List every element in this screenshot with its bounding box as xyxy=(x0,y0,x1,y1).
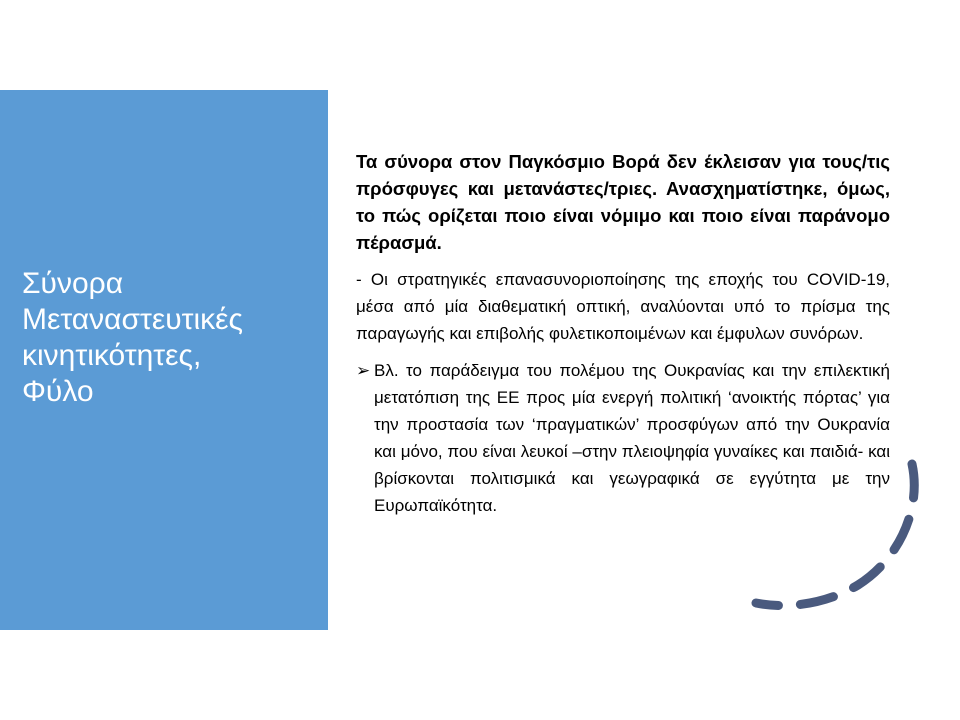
bullet-paragraph: Βλ. το παράδειγμα του πολέμου της Ουκρανίας και την επιλεκτική μετατόπιση της ΕΕ προς μία ενεργή πολιτική ‘ανοικτής πόρτας’ για την προστασία των ‘πραγματικών’ προσφύγων από την Ουκρανία και μόνο, που είναι λευκοί –στην πλειοψηφία γυναίκες και παιδιά- και βρίσκονται πολιτισμικά και γεωγραφικά σε εγγύτητα με την Ευρωπαϊκότητα. xyxy=(374,361,890,515)
dashed-arc-segment xyxy=(756,464,914,606)
slide-title xyxy=(22,266,322,410)
title-line: κινητικότητες, xyxy=(22,339,202,372)
lead-paragraph: Τα σύνορα στον Παγκόσμιο Βορά δεν έκλεισαν για τους/τις πρόσφυγες και μετανάστες/τριες. Ανασχηματίστηκε, όμως, το πώς ορίζεται ποιο είναι νόμιμο και ποιο είναι παράνομο πέρασμά. xyxy=(356,151,890,253)
dashed-arc-decoration xyxy=(740,450,940,620)
title-line: Μεταναστευτικές xyxy=(22,303,243,336)
dash-paragraph: - Οι στρατηγικές επανασυνοριοποίησης της εποχής του COVID-19, μέσα από μία διαθεματική οπτική, αναλύονται υπό το πρίσμα της παραγωγής και επιβολής φυλετικοποιμένων και έμφυλων συνόρων. xyxy=(356,270,890,343)
title-line: Φύλο xyxy=(22,375,94,408)
arrow-bullet-icon: ➢ xyxy=(356,361,371,380)
title-line: Σύνορα xyxy=(22,267,124,300)
